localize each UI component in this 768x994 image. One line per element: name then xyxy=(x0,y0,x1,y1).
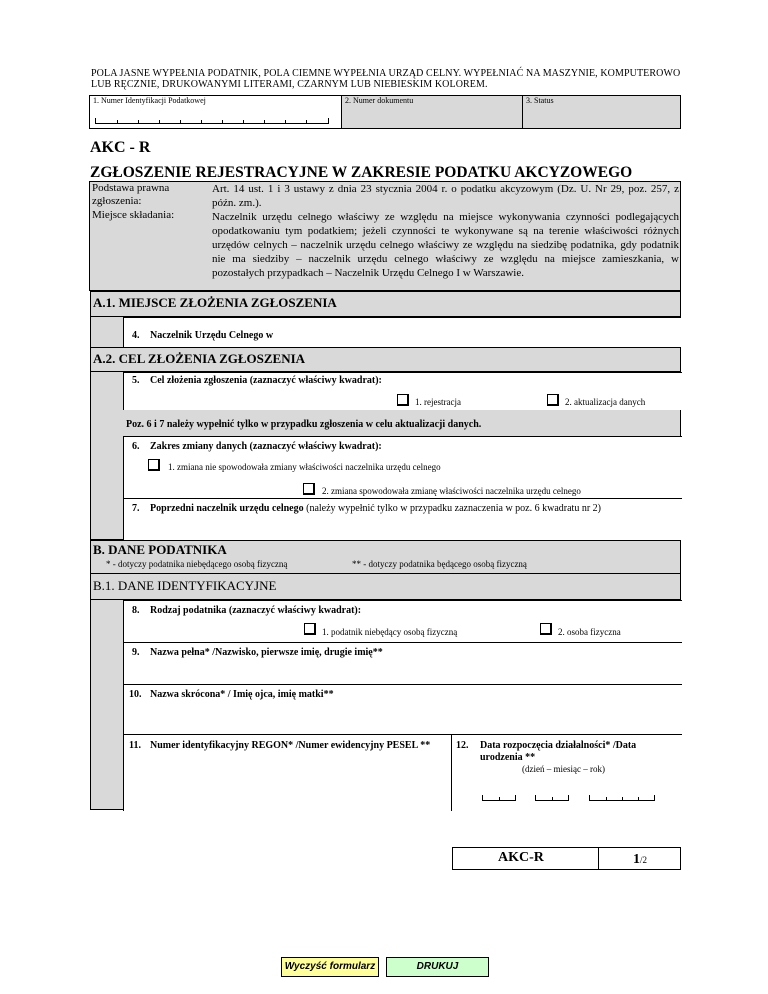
field-5-box xyxy=(123,372,682,410)
field-8-box xyxy=(123,600,682,642)
section-a2-title: A.2. CEL ZŁOŻENIA ZGŁOSZENIA xyxy=(93,351,306,366)
legal-basis-label: Podstawa prawna zgłoszenia: xyxy=(92,182,170,207)
place-label: Miejsce składania: xyxy=(92,209,175,221)
footer-page-total: /2 xyxy=(640,855,648,865)
field-6-box xyxy=(123,436,682,498)
field-4-number: 4. xyxy=(132,330,140,341)
checkbox-aktualizacja-label: 2. aktualizacja danych xyxy=(565,397,646,407)
field-9-number: 9. xyxy=(132,647,140,658)
section-b1-header xyxy=(90,573,681,599)
footer-divider xyxy=(598,848,599,869)
field-11-number: 11. xyxy=(129,740,141,751)
nip-input-ticks[interactable] xyxy=(95,118,329,124)
field-6-number: 6. xyxy=(132,441,140,452)
field-7-label xyxy=(150,503,601,514)
checkbox-rejestracja[interactable] xyxy=(397,394,409,406)
status-field xyxy=(522,95,681,129)
checkbox-rejestracja-label: 1. rejestracja xyxy=(415,397,461,407)
checkbox-aktualizacja[interactable] xyxy=(547,394,559,406)
checkbox-non-natural-person[interactable] xyxy=(304,623,316,635)
checkbox-non-natural-person-label: 1. podatnik niebędący osobą fizyczną xyxy=(322,627,458,637)
legal-basis-content: Art. 14 ust. 1 i 3 ustawy z dnia 23 stycznia 2004 r. o podatku akcyzowym (Dz. U. Nr 29, poz. 257, z późn. zm.). xyxy=(212,183,679,209)
checkbox-natural-person[interactable] xyxy=(540,623,552,635)
field-12-format-hint: (dzień – miesiąc – rok) xyxy=(522,764,605,774)
section-a2-header xyxy=(90,347,681,371)
section-b-note-1: * - dotyczy podatnika niebędącego osobą fizyczną xyxy=(106,559,288,569)
checkbox-natural-person-label: 2. osoba fizyczna xyxy=(558,627,621,637)
field-12-label: Data rozpoczęcia działalności* /Data urodzenia ** xyxy=(480,740,637,763)
clear-form-button[interactable]: Wyczyść formularz xyxy=(281,957,379,977)
section-a2-body xyxy=(90,371,681,540)
field-12-box[interactable] xyxy=(451,734,682,811)
note-fields-6-7: Poz. 6 i 7 należy wypełnić tylko w przypadku zgłoszenia w celu aktualizacji danych. xyxy=(126,419,482,430)
section-b-note-2: ** - dotyczy podatnika będącego osobą fizyczną xyxy=(352,559,527,569)
field-7-label-bold: Poprzedni naczelnik urzędu celnego xyxy=(150,503,304,514)
field-6-label: Zakres zmiany danych (zaznaczyć właściwy kwadrat): xyxy=(150,441,382,452)
footer-page xyxy=(633,850,647,868)
footer-form-code: AKC-R xyxy=(498,850,544,865)
field-10-label: Nazwa skrócona* / Imię ojca, imię matki** xyxy=(150,689,334,700)
section-a1-title: A.1. MIEJSCE ZŁOŻENIA ZGŁOSZENIA xyxy=(93,295,337,310)
field-10-box[interactable] xyxy=(123,684,682,734)
status-label: 3. Status xyxy=(526,96,554,105)
field-11-label: Numer identyfikacyjny REGON* /Numer ewidencyjny PESEL ** xyxy=(150,740,431,751)
field-8-label: Rodzaj podatnika (zaznaczyć właściwy kwadrat): xyxy=(150,605,362,616)
field-9-label: Nazwa pełna* /Nazwisko, pierwsze imię, drugie imię** xyxy=(150,647,383,658)
field-5-number: 5. xyxy=(132,375,140,386)
day-input-ticks[interactable] xyxy=(482,795,516,801)
place-content: Naczelnik urzędu celnego właściwy ze względu na miejsce wykonywania czynności podlegających opodatkowaniu tym podatkiem; jeżeli czynności te wykonywane są na terenie właściwości różnych urzędów celnych – naczelnik urzędu celnego właściwy ze względu na siedzibę podatnika, gdy podatnik nie ma siedziby – naczelnik urzędu celnego właściwy ze względu na miejsce zamieszkania, w pozostałych przypadkach – Naczelnik Urzędu Celnego I w Warszawie. xyxy=(212,211,679,279)
checkbox-no-change-label: 1. zmiana nie spowodowała zmiany właściwości naczelnika urzędu celnego xyxy=(168,462,441,472)
footer-page-number: 1 xyxy=(633,852,640,867)
legal-basis-text xyxy=(212,182,679,280)
field-7-box[interactable] xyxy=(123,498,682,541)
field-12-number: 12. xyxy=(456,740,469,751)
nip-label: 1. Numer Identyfikacji Podatkowej xyxy=(93,96,206,105)
field-11-box[interactable] xyxy=(123,734,451,811)
field-7-label-rest: (należy wypełnić tylko w przypadku zaznaczenia w poz. 6 kwadratu nr 2) xyxy=(306,503,601,514)
month-input-ticks[interactable] xyxy=(535,795,569,801)
footer-form-code-box xyxy=(452,847,681,870)
field-5-label: Cel złożenia zgłoszenia (zaznaczyć właściwy kwadrat): xyxy=(150,375,382,386)
nip-field[interactable] xyxy=(89,95,342,129)
section-a1-body xyxy=(90,316,681,347)
field-8-number: 8. xyxy=(132,605,140,616)
field-4-label: Naczelnik Urzędu Celnego w xyxy=(150,330,274,341)
form-title: ZGŁOSZENIE REJESTRACYJNE W ZAKRESIE PODATKU AKCYZOWEGO xyxy=(90,164,633,181)
top-instruction: POLA JASNE WYPEŁNIA PODATNIK, POLA CIEMNE WYPEŁNIA URZĄD CELNY. WYPEŁNIAĆ NA MASZYNIE, KOMPUTEROWO LUB RĘCZNIE, DRUKOWANYMI LITERAMI, CZARNYM LUB NIEBIESKIM KOLOREM. xyxy=(91,68,681,90)
field-7-number: 7. xyxy=(132,503,140,514)
section-b1-body xyxy=(90,599,681,810)
field-9-box[interactable] xyxy=(123,642,682,684)
section-a1-header xyxy=(90,291,681,316)
document-number-field xyxy=(341,95,523,129)
checkbox-no-change[interactable] xyxy=(148,459,160,471)
checkbox-change[interactable] xyxy=(303,483,315,495)
form-code: AKC - R xyxy=(90,139,151,156)
section-b-title: B. DANE PODATNIKA xyxy=(93,542,227,557)
document-number-label: 2. Numer dokumentu xyxy=(345,96,414,105)
section-b1-title: B.1. DANE IDENTYFIKACYJNE xyxy=(93,578,277,593)
field-4-box[interactable] xyxy=(123,317,681,347)
legal-basis-block xyxy=(89,181,681,291)
section-b-header xyxy=(90,540,681,573)
checkbox-change-label: 2. zmiana spowodowała zmianę właściwości naczelnika urzędu celnego xyxy=(322,486,581,496)
field-10-number: 10. xyxy=(129,689,142,700)
year-input-ticks[interactable] xyxy=(589,795,655,801)
print-button[interactable]: DRUKUJ xyxy=(386,957,489,977)
